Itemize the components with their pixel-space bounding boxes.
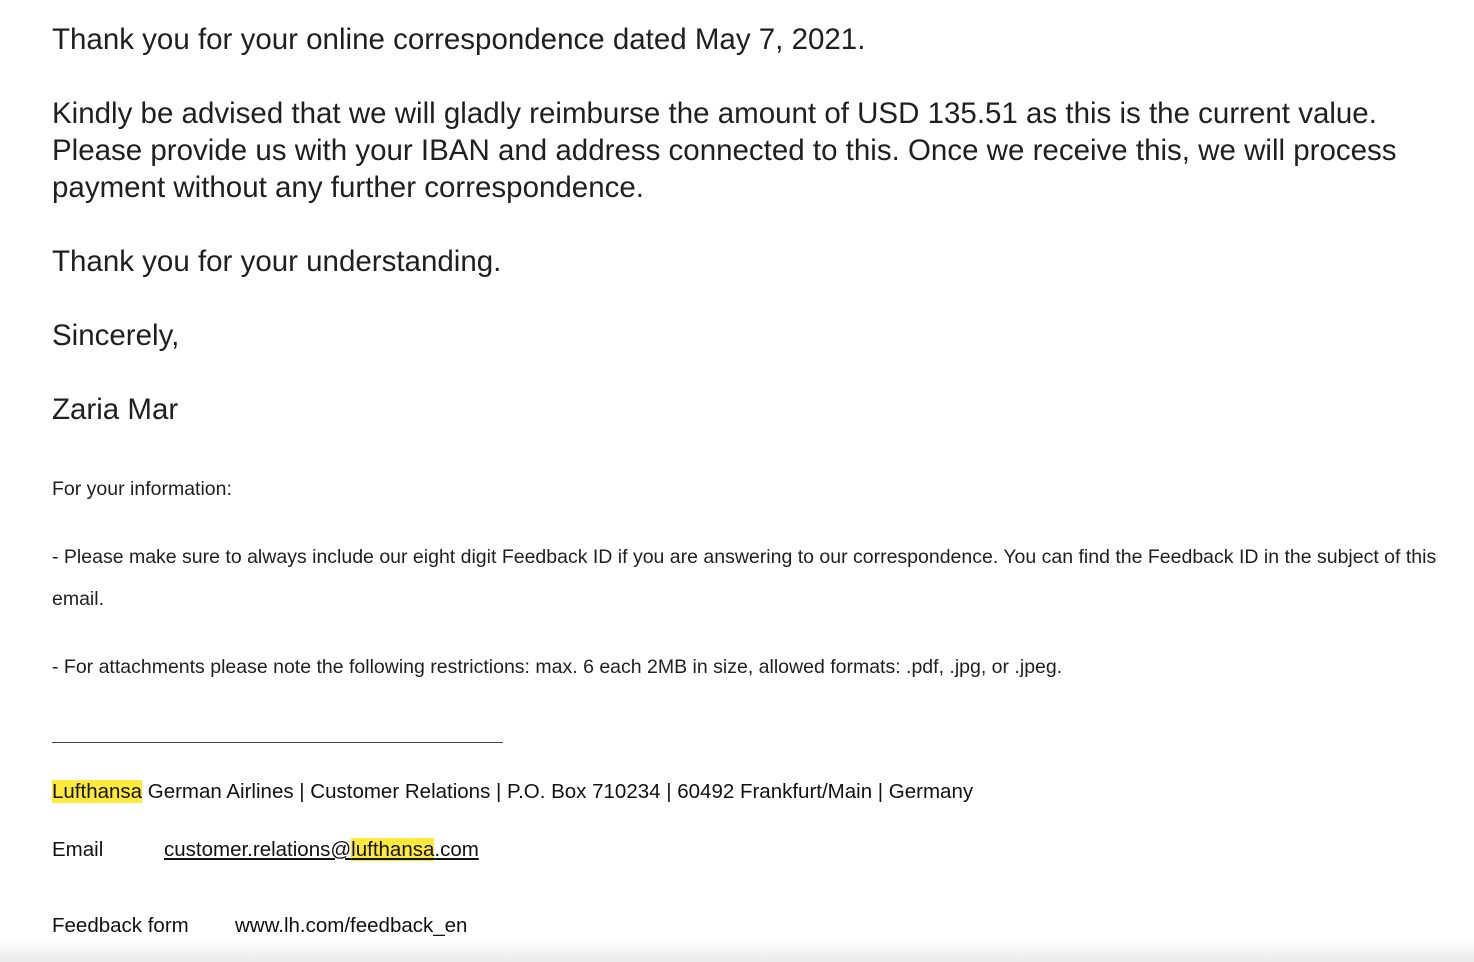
email-link-highlight: lufthansa [351,838,435,861]
email-label: Email [52,838,104,861]
info-note-feedback-id: - Please make sure to always include our eight digit Feedback ID if you are answering to our correspondence. You can find the Feedback ID in the subject of this email. [52,546,1437,610]
feedback-form-label: Feedback form [52,914,189,937]
info-note-attachments: - For attachments please note the following restrictions: max. 6 each 2MB in size, allowed formats: .pdf, .jpg, or .jpeg. [52,656,1063,678]
letter-paragraph-1: Thank you for your online correspondence dated May 7, 2021. [52,23,866,56]
letter-closing: Sincerely, [52,319,180,352]
email-link-suffix: .com [434,838,479,861]
email-link[interactable] [164,838,479,861]
feedback-form-link[interactable]: www.lh.com/feedback_en [235,914,468,937]
company-name-highlight: Lufthansa [52,780,143,803]
email-link-prefix: customer.relations@ [164,838,352,861]
email-contact-line [52,837,479,863]
bottom-shadow [0,938,1474,962]
company-address-text: German Airlines | Customer Relations | P.O. Box 710234 | 60492 Frankfurt/Main | Germany [142,780,974,803]
company-address-line [52,779,973,805]
info-heading: For your information: [52,478,232,500]
letter-paragraph-2: Kindly be advised that we will gladly reimburse the amount of USD 135.51 as this is the current value. Please provide us with your IBAN and address connected to this. Once we receive this, we will process payment without any further correspondence. [52,97,1397,204]
feedback-contact-line [52,913,467,939]
letter-paragraph-3: Thank you for your understanding. [52,245,502,278]
letter-signature: Zaria Mar [52,393,179,426]
signature-divider [52,742,503,743]
